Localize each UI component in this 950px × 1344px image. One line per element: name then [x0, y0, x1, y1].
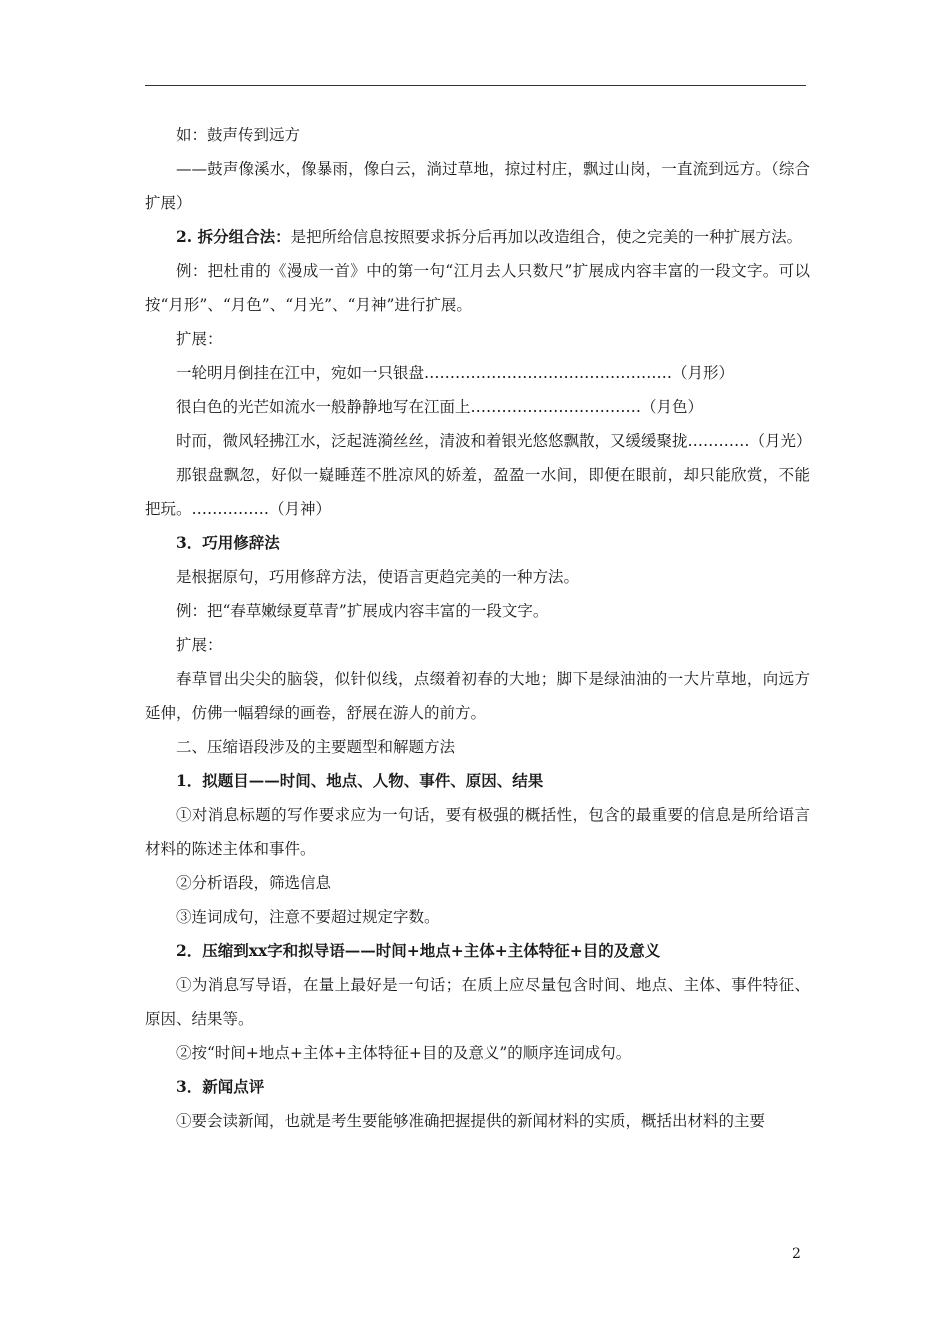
- page-number: 2: [792, 1246, 801, 1262]
- paragraph: ③连词成句，注意不要超过规定字数。: [176, 908, 440, 926]
- paragraph: 一轮明月倒挂在江中，宛如一只银盘…………………………………………（月形）: [176, 364, 735, 382]
- section-heading: 2．压缩到xx字和拟导语——时间+地点+主体+主体特征+目的及意义: [176, 941, 661, 960]
- paragraph: [145, 220, 810, 254]
- section-heading: 3．巧用修辞法: [176, 533, 280, 552]
- paragraph: ①对消息标题的写作要求应为一句话，要有极强的概括性，包含的最重要的信息是所给语言材料的陈述主体和事件。: [145, 806, 810, 858]
- paragraph: ②按“时间+地点+主体+主体特征+目的及意义”的顺序连词成句。: [176, 1044, 632, 1062]
- paragraph: 例：把“春草嫩绿夏草青”扩展成内容丰富的一段文字。: [176, 602, 549, 620]
- paragraph: 二、压缩语段涉及的主要题型和解题方法: [176, 738, 456, 756]
- section-heading: 3．新闻点评: [176, 1077, 265, 1096]
- paragraph: 春草冒出尖尖的脑袋，似针似线，点缀着初春的大地；脚下是绿油油的一大片草地，向远方延伸，仿佛一幅碧绿的画卷，舒展在游人的前方。: [145, 670, 810, 722]
- paragraph-lead: 2. 拆分组合法：: [176, 227, 291, 246]
- document-body: [145, 118, 810, 1138]
- paragraph: 很白色的光芒如流水一般静静地写在江面上……………………………（月色）: [176, 398, 704, 416]
- paragraph: 例：把杜甫的《漫成一首》中的第一句“江月去人只数尺”扩展成内容丰富的一段文字。可以按“月形”、“月色”、“月光”、“月神”进行扩展。: [145, 262, 810, 314]
- paragraph: 是根据原句，巧用修辞方法，使语言更趋完美的一种方法。: [176, 568, 580, 586]
- paragraph: 如：鼓声传到远方: [176, 126, 301, 144]
- paragraph: ①为消息写导语，在量上最好是一句话；在质上应尽量包含时间、地点、主体、事件特征、原因、结果等。: [145, 976, 810, 1028]
- paragraph: ②分析语段，筛选信息: [176, 874, 332, 892]
- paragraph-rest: 是把所给信息按照要求拆分后再加以改造组合，使之完美的一种扩展方法。: [290, 228, 803, 246]
- section-heading: 1．拟题目——时间、地点、人物、事件、原因、结果: [176, 771, 544, 790]
- paragraph: ①要会读新闻，也就是考生要能够准确把握提供的新闻材料的实质，概括出材料的主要: [176, 1112, 766, 1130]
- paragraph: 那银盘飘忽，好似一嶷睡莲不胜凉风的娇羞，盈盈一水间，即便在眼前，却只能欣赏，不能把玩。……………（月神）: [145, 466, 810, 518]
- paragraph: ——鼓声像溪水，像暴雨，像白云，淌过草地，掠过村庄，飘过山岗，一直流到远方。（综合扩展）: [145, 160, 810, 212]
- paragraph: 扩展：: [176, 636, 223, 654]
- paragraph: 扩展：: [176, 330, 223, 348]
- header-rule: [145, 85, 806, 86]
- paragraph: 时而，微风轻拂江水，泛起涟漪丝丝，清波和着银光悠悠飘散，又缓缓聚拢…………（月光）: [176, 432, 812, 450]
